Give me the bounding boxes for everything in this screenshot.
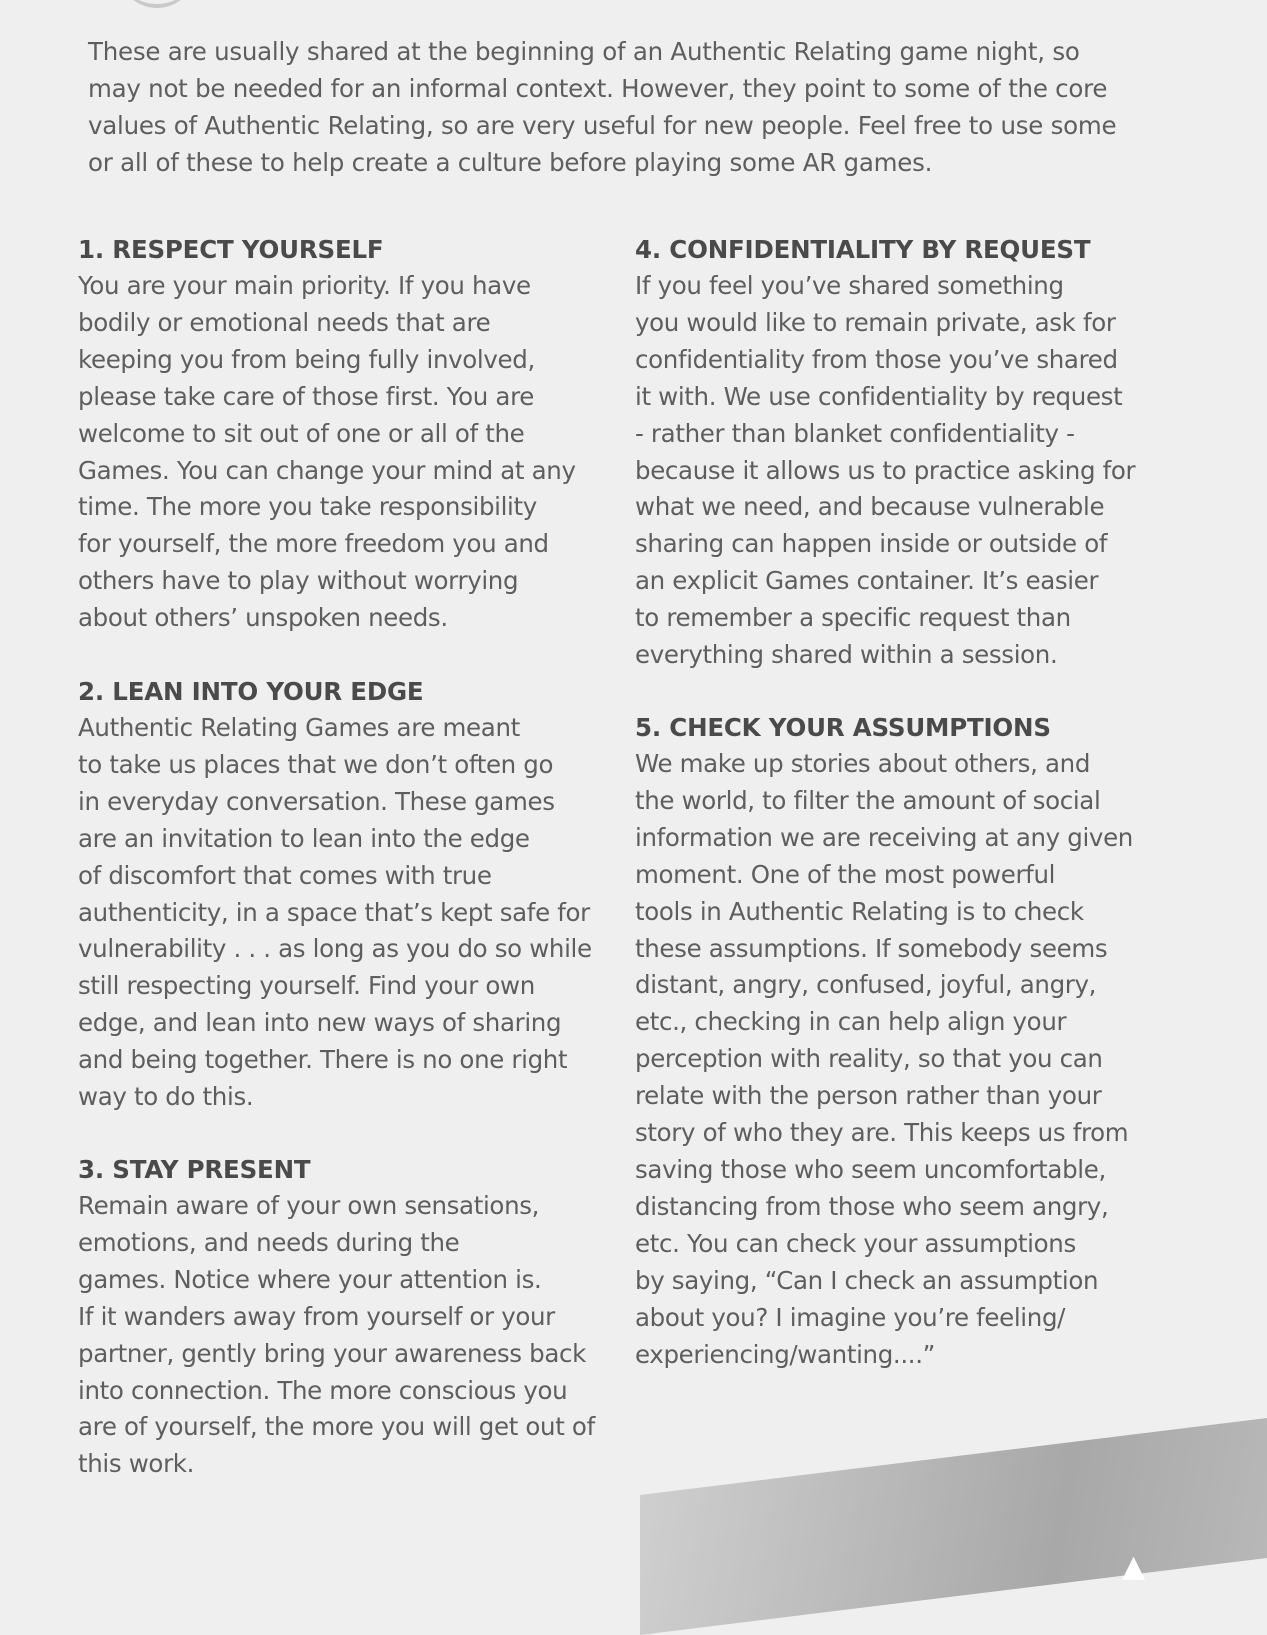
body-line: games. Notice where your attention is.: [78, 1264, 542, 1294]
body-line: and being together. There is no one right: [78, 1045, 568, 1075]
body-line: into connection. The more conscious you: [78, 1375, 568, 1405]
body-line: experiencing/wanting....”: [635, 1339, 936, 1369]
body-line: you would like to remain private, ask for: [635, 307, 1116, 337]
body-line: are of yourself, the more you will get out of: [78, 1412, 595, 1442]
body-line: relate with the person rather than your: [635, 1081, 1102, 1111]
body-line: Games. You can change your mind at any: [78, 455, 576, 485]
body-line: bodily or emotional needs that are: [78, 307, 491, 337]
body-line: these assumptions. If somebody seems: [635, 933, 1108, 963]
body-line: distant, angry, confused, joyful, angry,: [635, 970, 1097, 1000]
body-line: edge, and lean into new ways of sharing: [78, 1008, 562, 1038]
footer-decorative-stripe: [640, 1409, 1267, 1635]
section-respect-yourself: [78, 231, 576, 637]
body-line: for yourself, the more freedom you and: [78, 529, 549, 559]
body-line: please take care of those first. You are: [78, 381, 534, 411]
body-line: distancing from those who seem angry,: [635, 1191, 1109, 1221]
section-body: [78, 710, 592, 1116]
body-line: everything shared within a session.: [635, 640, 1058, 670]
body-line: etc., checking in can help align your: [635, 1007, 1067, 1037]
body-line: sharing can happen inside or outside of: [635, 529, 1108, 559]
intro-line: or all of these to help create a culture before playing some AR games.: [88, 148, 933, 177]
section-body: [78, 1188, 595, 1483]
body-line: to take us places that we don’t often go: [78, 749, 554, 779]
intro-line: may not be needed for an informal context. However, they point to some of the core: [88, 74, 1108, 103]
body-line: We make up stories about others, and: [635, 749, 1091, 778]
section-confidentiality-by-request: [635, 231, 1135, 674]
section-body: [635, 268, 1135, 674]
body-line: this work.: [78, 1449, 195, 1479]
body-line: partner, gently bring your awareness back: [78, 1338, 586, 1368]
section-body: [78, 268, 576, 637]
body-line: way to do this.: [78, 1082, 254, 1112]
intro-line: These are usually shared at the beginning of an Authentic Relating game night, so: [88, 37, 1080, 66]
body-line: etc. You can check your assumptions: [635, 1228, 1076, 1258]
body-line: are an invitation to lean into the edge: [78, 823, 530, 853]
section-body: [635, 746, 1133, 1373]
body-line: confidentiality from those you’ve shared: [635, 344, 1118, 374]
body-line: information we are receiving at any given: [635, 822, 1133, 852]
body-line: because it allows us to practice asking for: [635, 455, 1136, 485]
body-line: story of who they are. This keeps us from: [635, 1118, 1129, 1148]
body-line: perception with reality, so that you can: [635, 1044, 1103, 1074]
body-line: tools in Authentic Relating is to check: [635, 896, 1084, 926]
body-line: moment. One of the most powerful: [635, 859, 1056, 889]
body-line: authenticity, in a space that’s kept safe for: [78, 897, 590, 927]
body-line: time. The more you take responsibility: [78, 492, 537, 522]
body-line: If it wanders away from yourself or your: [78, 1301, 555, 1331]
body-line: emotions, and needs during the: [78, 1227, 460, 1257]
body-line: about you? I imagine you’re feeling/: [635, 1302, 1066, 1332]
body-line: about others’ unspoken needs.: [78, 603, 448, 633]
body-line: You are your main priority. If you have: [78, 271, 531, 300]
body-line: welcome to sit out of one or all of the: [78, 418, 525, 448]
section-heading: 3. STAY PRESENT: [78, 1155, 311, 1184]
body-line: the world, to filter the amount of social: [635, 785, 1101, 815]
body-line: an explicit Games container. It’s easier: [635, 566, 1099, 596]
intro-line: values of Authentic Relating, so are very useful for new people. Feel free to use some: [88, 111, 1117, 140]
body-line: If you feel you’ve shared something: [635, 271, 1064, 300]
body-line: Remain aware of your own sensations,: [78, 1191, 540, 1220]
body-line: to remember a specific request than: [635, 603, 1071, 633]
body-line: what we need, and because vulnerable: [635, 492, 1105, 522]
body-line: in everyday conversation. These games: [78, 786, 555, 816]
body-line: saving those who seem uncomfortable,: [635, 1154, 1106, 1184]
body-line: Authentic Relating Games are meant: [78, 713, 520, 742]
body-line: still respecting yourself. Find your own: [78, 971, 535, 1001]
section-heading: 5. CHECK YOUR ASSUMPTIONS: [635, 713, 1051, 742]
section-heading: 2. LEAN INTO YOUR EDGE: [78, 677, 424, 706]
body-line: keeping you from being fully involved,: [78, 344, 535, 374]
section-heading: 4. CONFIDENTIALITY BY REQUEST: [635, 235, 1091, 264]
body-line: it with. We use confidentiality by request: [635, 381, 1123, 411]
body-line: by saying, “Can I check an assumption: [635, 1265, 1099, 1295]
body-line: others have to play without worrying: [78, 566, 519, 596]
intro-paragraph: [88, 33, 1178, 181]
section-lean-into-your-edge: [78, 673, 592, 1116]
body-line: vulnerability . . . as long as you do so while: [78, 934, 592, 964]
body-line: of discomfort that comes with true: [78, 860, 492, 890]
top-decorative-arc: [118, 0, 196, 8]
up-triangle-icon: ▲: [1122, 1549, 1146, 1584]
body-line: - rather than blanket confidentiality -: [635, 418, 1075, 448]
section-stay-present: [78, 1151, 595, 1483]
section-check-your-assumptions: [635, 709, 1133, 1373]
section-heading: 1. RESPECT YOURSELF: [78, 235, 384, 264]
